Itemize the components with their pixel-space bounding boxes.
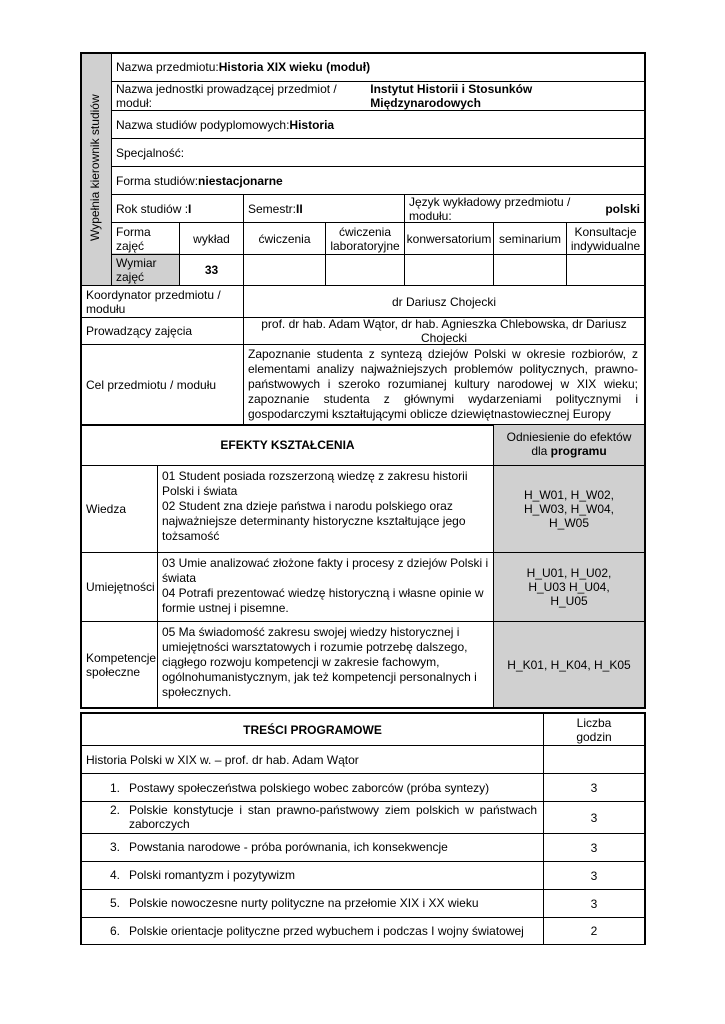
postgrad-row: Nazwa studiów podyplomowych: Historia [116, 117, 335, 132]
program-item-text: Polskie konstytucje i stan prawno-państwowy ziem polskich w państwach zaborczych [129, 803, 537, 831]
outcome-text-social: 05 Ma świadomość zakresu swojej wiedzy historycznej i umiejętności warsztatowych i rozumie potrzebę dalszego, ciągłego rozwoju kompetencji w zakresie fachowym, ogólnohumanistycznym, jak też kompetencji personalnych i społecznych. [162, 625, 477, 699]
language: polski [605, 201, 640, 216]
hours-label: Wymiar zajęć [116, 256, 157, 284]
outcome-refs-social: H_K01, H_K04, H_K05 [507, 657, 631, 672]
semester: II [296, 201, 303, 216]
program-item-num: 2. [109, 803, 120, 817]
class-type-seminar: seminarium [498, 231, 561, 246]
outcome-text-skills: 03 Umie analizować złożone fakty i procesy z dziejów Polski i świata 04 Potrafi prezentować wiedzę historyczną i własne opinie w formie ustnej i pisemne. [162, 556, 489, 615]
outcome-category-skills: Umiejętności [86, 580, 155, 594]
lecture-hours: 33 [204, 263, 219, 277]
program-item-text: Powstania narodowe - próba porównania, ich konsekwencje [129, 840, 448, 854]
outcomes-ref-title: Odniesienie do efektów dla programu [506, 430, 632, 458]
class-type-exercises: ćwiczenia [258, 231, 311, 246]
class-type-conversatorium: konwersatorium [406, 231, 492, 246]
program-item-num: 3. [109, 840, 120, 854]
outcome-refs-knowledge: H_W01, H_W02, H_W03, H_W04, H_W05 [523, 488, 615, 530]
program-item-hours: 3 [590, 840, 598, 855]
study-year: I [188, 201, 192, 216]
program-item-text: Polskie orientacje polityczne przed wybuchem i podczas I wojny światowej [129, 924, 524, 938]
form-of-classes-label: Forma zajęć [116, 224, 151, 253]
unit-row: Nazwa jednostki prowadzącej przedmiot / moduł: Instytut Historii i Stosunków Międzynarodowych [112, 82, 644, 110]
program-item-num: 5. [109, 896, 120, 910]
postgrad-name: Historia [289, 117, 335, 132]
program-item-hours: 3 [590, 780, 598, 795]
program-item-num: 1. [109, 781, 120, 795]
semester-cell: Semestr: II [248, 201, 303, 216]
course-name: Historia XIX wieku (moduł) [218, 60, 371, 74]
course-name-row: Nazwa przedmiotu: Historia XIX wieku (moduł) [116, 60, 371, 74]
outcome-category-social: Kompetencje społeczne [86, 650, 157, 679]
program-item-hours: 3 [590, 868, 598, 883]
outcome-text-knowledge: 01 Student posiada rozszerzoną wiedzę z zakresu historii Polski i świata 02 Student zna dzieje państwa i narodu polskiego oraz najważniejsze determinanty historyczne kształtujące jego tożsamość [162, 469, 468, 543]
program-item-num: 4. [109, 868, 120, 882]
outcome-category-knowledge: Wiedza [86, 502, 127, 516]
outcomes-title: EFEKTY KSZTAŁCENIA [220, 438, 355, 452]
coordinator-value: dr Dariusz Chojecki [391, 294, 497, 309]
specialty-row: Specjalność: [116, 145, 185, 160]
program-item-text: Polski romantyzm i pozytywizm [129, 868, 296, 882]
study-form: niestacjonarne [198, 173, 283, 188]
class-type-lab: ćwiczenia laboratoryjne [330, 224, 400, 253]
teachers-value: prof. dr hab. Adam Wątor, dr hab. Agnieszka Chlebowska, dr Dariusz Chojecki [261, 317, 627, 345]
goal-value: Zapoznanie studenta z syntezą dziejów Polski w okresie rozbiorów, z elementami analizy najważniejszych problemów politycznych, prawno-państwowych i szeroko rozumianej kultury narodowej w XIX wieku; zapoznanie studenta z głównymi wydarzeniami politycznymi i gospodarczymi kształtującymi oblicze dziewiętnastowiecznej Europy [248, 347, 638, 421]
program-hours-title: Liczba godzin [576, 715, 612, 744]
program-title: TREŚCI PROGRAMOWE [243, 722, 382, 737]
program-section: Historia Polski w XIX w. – prof. dr hab. Adam Wątor [86, 752, 359, 767]
year-cell: Rok studiów : I [116, 201, 192, 216]
class-type-lecture: wykład [193, 231, 230, 246]
program-item-num: 6. [109, 924, 120, 938]
program-item-hours: 3 [590, 810, 598, 825]
goal-label: Cel przedmiotu / modułu [86, 377, 217, 392]
language-cell: Język wykładowy przedmiotu / modułu: polski [409, 194, 640, 223]
unit-name: Instytut Historii i Stosunków Międzynarodowych [370, 82, 533, 110]
teachers-label: Prowadzący zajęcia [86, 324, 193, 338]
program-item-hours: 3 [590, 896, 598, 911]
coordinator-label: Koordynator przedmiotu / modułu [86, 287, 221, 316]
outcome-refs-skills: H_U01, H_U02, H_U03 H_U04, H_U05 [526, 566, 612, 608]
form-row: Forma studiów: niestacjonarne [116, 173, 283, 188]
program-item-hours: 2 [590, 924, 598, 938]
program-item-text: Polskie nowoczesne nurty polityczne na przełomie XIX i XX wieku [129, 896, 479, 910]
class-type-consultations: Konsultacje indywidualne [570, 224, 641, 253]
program-item-text: Postawy społeczeństwa polskiego wobec zaborców (próba syntezy) [129, 781, 490, 795]
side-label: Wypełnia kierownik studiów [88, 94, 102, 241]
